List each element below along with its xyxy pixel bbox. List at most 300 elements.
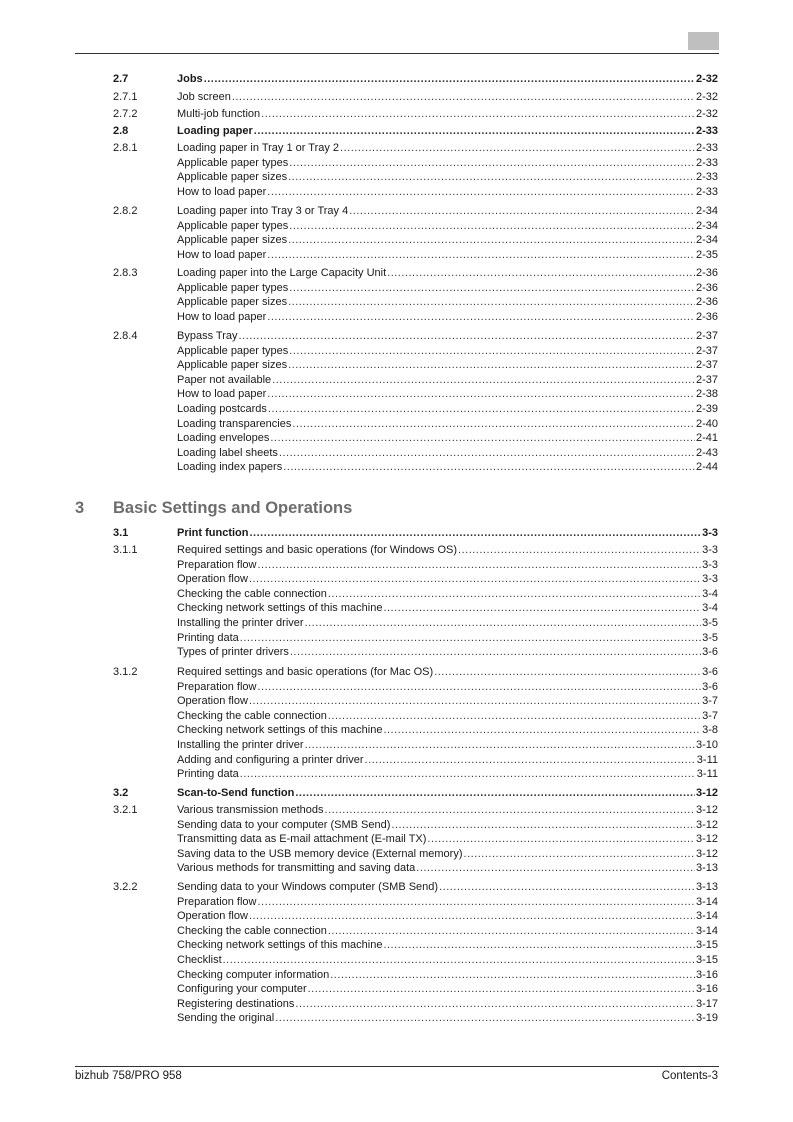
toc-entry[interactable]: [0, 753, 793, 768]
toc-entry[interactable]: [0, 266, 793, 281]
toc-entry-line: [177, 156, 718, 171]
toc-entry-title[interactable]: Operation flow: [177, 695, 248, 708]
toc-entry-title[interactable]: Printing data: [177, 768, 239, 781]
toc-entry-number: 3.1.1: [113, 544, 138, 556]
toc-group: [0, 329, 793, 475]
dot-leader: [270, 431, 695, 446]
dot-leader: [328, 587, 701, 602]
toc-entry[interactable]: [0, 373, 793, 388]
dot-leader: [325, 803, 695, 818]
toc-entry[interactable]: [0, 924, 793, 939]
toc-entry-line: [177, 723, 718, 738]
toc-entry-number: 2.8: [113, 125, 129, 137]
dot-leader: [258, 680, 702, 695]
toc-entry-line: [177, 982, 718, 997]
toc-entry-title[interactable]: Required settings and basic operations (for Mac OS): [177, 666, 434, 678]
dot-leader: [349, 204, 695, 219]
toc-entry-title[interactable]: Checklist: [177, 953, 222, 966]
toc-entry-page[interactable]: 2-37: [695, 359, 718, 372]
toc-entry-title[interactable]: Checking network settings of this machine: [177, 939, 383, 952]
toc-entry[interactable]: [0, 861, 793, 876]
toc-entry[interactable]: [0, 124, 793, 139]
toc-entry-title[interactable]: Loading paper into the Large Capacity Unit: [177, 267, 387, 279]
toc-entry-title[interactable]: Applicable paper sizes: [177, 171, 288, 184]
dot-leader: [289, 219, 695, 234]
toc-entry-line: [177, 219, 718, 234]
chapter-title: Basic Settings and Operations: [113, 499, 353, 517]
toc-entry-title[interactable]: Operation flow: [177, 910, 248, 923]
toc-entry-line: [177, 431, 718, 446]
dot-leader: [258, 558, 702, 573]
toc-entry-page[interactable]: 3-3: [702, 558, 718, 571]
toc-entry[interactable]: [0, 723, 793, 738]
toc-entry-page[interactable]: 3-7: [702, 695, 718, 708]
toc-group: [0, 124, 793, 139]
toc-entry-number: 3.1: [113, 527, 129, 539]
toc-entry-title[interactable]: Registering destinations: [177, 997, 295, 1010]
toc-entry-line: [177, 924, 718, 939]
toc-entry-page[interactable]: 3-12: [695, 818, 718, 831]
toc-entry[interactable]: [0, 204, 793, 219]
toc-entry[interactable]: [0, 803, 793, 818]
toc-entry-page[interactable]: 3-4: [702, 602, 718, 615]
toc-entry-line: [177, 997, 718, 1012]
toc-entry-page[interactable]: 2-36: [695, 267, 718, 279]
toc-entry-page[interactable]: 2-36: [695, 296, 718, 309]
toc-group: [0, 90, 793, 105]
toc-entry-line: [177, 90, 718, 105]
toc-entry-number: 2.7.1: [113, 91, 138, 103]
toc-entry-page[interactable]: 3-13: [695, 881, 718, 893]
dot-leader: [249, 909, 695, 924]
toc-entry-page[interactable]: 2-33: [695, 156, 718, 169]
dot-leader: [240, 767, 696, 782]
toc-entry-title[interactable]: Applicable paper types: [177, 219, 289, 232]
toc-entry[interactable]: [0, 645, 793, 660]
toc-entry-title[interactable]: Multi-job function: [177, 108, 261, 120]
toc-entry[interactable]: [0, 895, 793, 910]
toc-entry-title[interactable]: Printing data: [177, 631, 239, 644]
toc-entry[interactable]: [0, 156, 793, 171]
toc-entry[interactable]: [0, 968, 793, 983]
toc-entry-line: [177, 233, 718, 248]
toc-entry-title[interactable]: Job screen: [177, 91, 231, 103]
dot-leader: [328, 709, 701, 724]
toc-entry-title[interactable]: Adding and configuring a printer driver: [177, 753, 364, 766]
toc-entry-title[interactable]: Operation flow: [177, 573, 248, 586]
toc-entry-title[interactable]: Applicable paper sizes: [177, 359, 288, 372]
toc-entry-line: [177, 645, 718, 660]
toc-entry-line: [177, 665, 718, 680]
toc-entry-title[interactable]: Preparation flow: [177, 680, 257, 693]
toc-entry-line: [177, 460, 718, 475]
toc-entry-title[interactable]: Saving data to the USB memory device (External memory): [177, 847, 463, 860]
toc-entry-line: [177, 767, 718, 782]
toc-entry[interactable]: [0, 460, 793, 475]
toc-entry-page[interactable]: 3-6: [702, 680, 718, 693]
dot-leader: [279, 446, 695, 461]
toc-entry-page[interactable]: 3-14: [695, 924, 718, 937]
dot-leader: [288, 295, 695, 310]
toc-entry-page[interactable]: 2-33: [695, 142, 718, 154]
toc-entry-page[interactable]: 2-43: [695, 446, 718, 459]
toc-entry-page[interactable]: 2-33: [695, 185, 718, 198]
dot-leader: [458, 543, 701, 558]
toc-entry-page[interactable]: 3-6: [702, 666, 718, 678]
toc-entry[interactable]: [0, 909, 793, 924]
toc-entry-title[interactable]: Applicable paper types: [177, 156, 289, 169]
toc-entry-title[interactable]: Loading index papers: [177, 461, 283, 474]
toc-entry[interactable]: [0, 387, 793, 402]
dot-leader: [295, 997, 695, 1012]
toc-entry[interactable]: [0, 431, 793, 446]
toc-group: [0, 543, 793, 660]
toc-entry-page[interactable]: 3-15: [695, 939, 718, 952]
toc-entry-page[interactable]: 2-39: [695, 402, 718, 415]
toc-entry-page[interactable]: 3-12: [695, 804, 718, 816]
toc-entry-title[interactable]: Loading paper into Tray 3 or Tray 4: [177, 205, 349, 217]
toc-entry-page[interactable]: 2-34: [695, 219, 718, 232]
toc-entry[interactable]: [0, 295, 793, 310]
toc-entry-page[interactable]: 3-11: [696, 753, 718, 766]
toc-entry-line: [177, 803, 718, 818]
toc-entry-line: [177, 170, 718, 185]
toc-group: [0, 665, 793, 782]
dot-leader: [340, 141, 695, 156]
toc-entry[interactable]: [0, 558, 793, 573]
toc-entry-page[interactable]: 2-34: [695, 205, 718, 217]
dot-leader: [268, 402, 695, 417]
toc-entry-title[interactable]: Configuring your computer: [177, 983, 307, 996]
toc-group: [0, 141, 793, 199]
toc-entry-title[interactable]: How to load paper: [177, 388, 267, 401]
toc-entry-line: [177, 738, 718, 753]
toc-entry[interactable]: [0, 417, 793, 432]
toc-entry-page[interactable]: 2-44: [695, 461, 718, 474]
toc-entry-title[interactable]: Various transmission methods: [177, 804, 324, 816]
toc-entry[interactable]: [0, 767, 793, 782]
toc-entry-page[interactable]: 2-37: [695, 344, 718, 357]
toc-entry-page[interactable]: 2-34: [695, 234, 718, 247]
page-corner-tab: [688, 32, 719, 50]
toc-entry-title[interactable]: Loading paper: [177, 125, 253, 137]
toc-entry-title[interactable]: Checking computer information: [177, 968, 330, 981]
toc-entry-title[interactable]: Various methods for transmitting and saving data: [177, 862, 416, 875]
dot-leader: [275, 1011, 695, 1026]
toc-entry-page[interactable]: 2-41: [695, 432, 718, 445]
toc-entry[interactable]: [0, 358, 793, 373]
toc-entry-page[interactable]: 3-14: [695, 910, 718, 923]
toc-entry[interactable]: [0, 141, 793, 156]
toc-entry[interactable]: [0, 219, 793, 234]
chapter-number: 3: [75, 499, 85, 517]
toc-entry-number: 3.2.2: [113, 881, 138, 893]
toc-entry-line: [177, 938, 718, 953]
toc-entry[interactable]: [0, 938, 793, 953]
toc-entry-title[interactable]: Required settings and basic operations (for Windows OS): [177, 544, 458, 556]
toc-entry-line: [177, 141, 718, 156]
toc-entry-page[interactable]: 2-37: [695, 373, 718, 386]
toc-entry[interactable]: [0, 587, 793, 602]
toc-entry[interactable]: [0, 248, 793, 263]
toc-entry[interactable]: [0, 402, 793, 417]
dot-leader: [239, 329, 695, 344]
dot-leader: [249, 572, 701, 587]
toc-entry-page[interactable]: 3-3: [702, 573, 718, 586]
toc-entry[interactable]: [0, 953, 793, 968]
toc-entry-title[interactable]: How to load paper: [177, 248, 267, 261]
toc-entry-title[interactable]: Installing the printer driver: [177, 616, 304, 629]
toc-entry[interactable]: [0, 170, 793, 185]
toc-entry[interactable]: [0, 601, 793, 616]
toc-entry-line: [177, 373, 718, 388]
toc-entry[interactable]: [0, 233, 793, 248]
toc-entry-page[interactable]: 3-13: [695, 862, 718, 875]
toc-entry-line: [177, 107, 718, 122]
toc-entry-page[interactable]: 3-11: [696, 768, 718, 781]
toc-entry-page[interactable]: 3-5: [702, 616, 718, 629]
toc-entry-line: [177, 818, 718, 833]
toc-entry-line: [177, 1011, 718, 1026]
dot-leader: [272, 373, 695, 388]
toc-entry-title[interactable]: Jobs: [177, 73, 203, 85]
toc-entry-page[interactable]: 3-10: [695, 738, 718, 751]
toc-entry-page[interactable]: 2-32: [695, 108, 718, 120]
dot-leader: [434, 665, 701, 680]
toc-entry[interactable]: [0, 738, 793, 753]
toc-entry[interactable]: [0, 631, 793, 646]
toc-entry-line: [177, 402, 718, 417]
toc-entry-page[interactable]: 2-33: [695, 125, 718, 137]
toc-entry[interactable]: [0, 616, 793, 631]
dot-leader: [383, 601, 701, 616]
toc-entry-line: [177, 185, 718, 200]
toc-entry[interactable]: [0, 680, 793, 695]
toc-entry-page[interactable]: 3-16: [695, 968, 718, 981]
toc-entry[interactable]: [0, 90, 793, 105]
toc-entry-line: [177, 587, 718, 602]
toc-entry-title[interactable]: Sending the original: [177, 1012, 275, 1025]
toc-entry-title[interactable]: Applicable paper sizes: [177, 296, 288, 309]
toc-entry-title[interactable]: Loading postcards: [177, 402, 267, 415]
footer-rule: [75, 1066, 719, 1067]
toc-entry-line: [177, 295, 718, 310]
toc-entry[interactable]: [0, 880, 793, 895]
toc-entry[interactable]: [0, 446, 793, 461]
toc-entry-number: 3.2.1: [113, 804, 138, 816]
footer-product: bizhub 758/PRO 958: [75, 1070, 182, 1082]
toc-entry[interactable]: [0, 281, 793, 296]
dot-leader: [267, 310, 695, 325]
toc-entry-page[interactable]: 3-12: [695, 833, 718, 846]
toc-entry-title[interactable]: Checking the cable connection: [177, 709, 327, 722]
toc-entry-line: [177, 694, 718, 709]
dot-leader: [288, 233, 695, 248]
toc-entry-page[interactable]: 3-3: [702, 527, 718, 539]
toc-entry-page[interactable]: 3-14: [695, 895, 718, 908]
toc-entry-title[interactable]: Checking the cable connection: [177, 924, 327, 937]
toc-entry[interactable]: [0, 572, 793, 587]
toc-entry-number: 2.8.3: [113, 267, 138, 279]
dot-leader: [295, 786, 695, 801]
toc-entry[interactable]: [0, 997, 793, 1012]
toc-entry-number: 3.2: [113, 787, 129, 799]
toc-entry-line: [177, 880, 718, 895]
toc-entry-title[interactable]: Checking the cable connection: [177, 587, 327, 600]
toc-entry-line: [177, 601, 718, 616]
toc-group: [0, 107, 793, 122]
toc-entry-number: 2.7: [113, 73, 129, 85]
toc-entry-title[interactable]: Scan-to-Send function: [177, 787, 295, 799]
toc-entry-line: [177, 446, 718, 461]
toc-entry-title[interactable]: Types of printer drivers: [177, 646, 289, 659]
toc-entry-title[interactable]: Applicable paper sizes: [177, 234, 288, 247]
toc-entry-line: [177, 631, 718, 646]
toc-group: [0, 786, 793, 801]
dot-leader: [250, 526, 702, 541]
toc-entry-page[interactable]: 2-40: [695, 417, 718, 430]
toc-entry-line: [177, 344, 718, 359]
toc-entry[interactable]: [0, 185, 793, 200]
dot-leader: [288, 358, 695, 373]
toc-entry[interactable]: [0, 329, 793, 344]
toc-entry[interactable]: [0, 526, 793, 541]
toc-entry-line: [177, 786, 718, 801]
toc-entry-title[interactable]: Paper not available: [177, 373, 272, 386]
toc-entry[interactable]: [0, 694, 793, 709]
dot-leader: [330, 968, 695, 983]
toc-entry-line: [177, 895, 718, 910]
dot-leader: [391, 818, 695, 833]
toc-entry-title[interactable]: Preparation flow: [177, 895, 257, 908]
toc-entry-page[interactable]: 2-38: [695, 388, 718, 401]
toc-entry-title[interactable]: Loading label sheets: [177, 446, 278, 459]
toc-entry-page[interactable]: 3-5: [702, 631, 718, 644]
toc-entry-page[interactable]: 2-32: [695, 73, 718, 85]
dot-leader: [464, 847, 695, 862]
dot-leader: [289, 344, 695, 359]
toc-entry-title[interactable]: How to load paper: [177, 185, 267, 198]
toc-entry-page[interactable]: 3-3: [702, 544, 718, 556]
toc-entry-line: [177, 266, 718, 281]
toc-entry-number: 2.8.2: [113, 205, 138, 217]
dot-leader: [240, 631, 701, 646]
dot-leader: [267, 185, 695, 200]
toc-entry-title[interactable]: Preparation flow: [177, 558, 257, 571]
toc-entry-page[interactable]: 3-7: [702, 709, 718, 722]
dot-leader: [258, 895, 695, 910]
toc-entry-line: [177, 953, 718, 968]
toc-entry-line: [177, 709, 718, 724]
toc-entry-page[interactable]: 3-16: [695, 983, 718, 996]
dot-leader: [308, 982, 695, 997]
toc-entry[interactable]: [0, 72, 793, 87]
dot-leader: [427, 832, 695, 847]
toc-entry-page[interactable]: 2-36: [695, 281, 718, 294]
toc-entry-page[interactable]: 3-19: [695, 1012, 718, 1025]
header-rule: [75, 53, 719, 54]
toc-entry-number: 3.1.2: [113, 666, 138, 678]
toc-entry-line: [177, 572, 718, 587]
toc-entry-title[interactable]: Sending data to your computer (SMB Send): [177, 818, 391, 831]
toc-entry-line: [177, 281, 718, 296]
toc-entry-line: [177, 680, 718, 695]
toc-entry-title[interactable]: How to load paper: [177, 310, 267, 323]
dot-leader: [283, 460, 695, 475]
toc-entry[interactable]: [0, 832, 793, 847]
toc-entry-title[interactable]: Applicable paper types: [177, 344, 289, 357]
toc-entry[interactable]: [0, 344, 793, 359]
toc-entry-line: [177, 248, 718, 263]
dot-leader: [383, 723, 701, 738]
toc-entry-line: [177, 72, 718, 87]
toc-entry-title[interactable]: Installing the printer driver: [177, 738, 304, 751]
toc-entry[interactable]: [0, 818, 793, 833]
toc-entry[interactable]: [0, 1011, 793, 1026]
toc-entry-line: [177, 558, 718, 573]
dot-leader: [292, 417, 695, 432]
dot-leader: [305, 738, 695, 753]
toc-entry-page[interactable]: 2-35: [695, 248, 718, 261]
toc-entry-line: [177, 310, 718, 325]
dot-leader: [365, 753, 696, 768]
toc-entry-title[interactable]: Loading paper in Tray 1 or Tray 2: [177, 142, 340, 154]
toc-entry-line: [177, 204, 718, 219]
toc-entry[interactable]: [0, 982, 793, 997]
footer-page-number: Contents-3: [661, 1070, 718, 1082]
toc-entry-page[interactable]: 3-8: [702, 724, 718, 737]
toc-group: [0, 72, 793, 87]
toc-entry-page[interactable]: 2-36: [695, 310, 718, 323]
dot-leader: [232, 90, 695, 105]
toc-entry-title[interactable]: Loading transparencies: [177, 417, 292, 430]
toc-entry-title[interactable]: Transmitting data as E-mail attachment (E-mail TX): [177, 833, 427, 846]
toc-entry-page[interactable]: 3-12: [695, 787, 718, 799]
toc-entry-line: [177, 526, 718, 541]
toc-entry-page[interactable]: 2-32: [695, 91, 718, 103]
toc-entry-title[interactable]: Bypass Tray: [177, 330, 238, 342]
toc-entry-page[interactable]: 3-6: [702, 646, 718, 659]
toc-entry[interactable]: [0, 107, 793, 122]
toc-entry-title[interactable]: Print function: [177, 527, 249, 539]
toc-entry-page[interactable]: 3-15: [695, 953, 718, 966]
toc-entry[interactable]: [0, 543, 793, 558]
toc-entry-page[interactable]: 2-33: [695, 171, 718, 184]
dot-leader: [387, 266, 695, 281]
toc-entry-page[interactable]: 3-12: [695, 847, 718, 860]
toc-entry-title[interactable]: Applicable paper types: [177, 281, 289, 294]
toc-entry[interactable]: [0, 709, 793, 724]
toc-entry-page[interactable]: 3-17: [695, 997, 718, 1010]
toc-entry-line: [177, 358, 718, 373]
toc-entry-line: [177, 861, 718, 876]
toc-entry-page[interactable]: 2-37: [695, 330, 718, 342]
dot-leader: [289, 156, 695, 171]
toc-entry[interactable]: [0, 786, 793, 801]
toc-entry[interactable]: [0, 665, 793, 680]
toc-entry-page[interactable]: 3-4: [702, 587, 718, 600]
toc-entry[interactable]: [0, 847, 793, 862]
toc-entry-number: 2.8.4: [113, 330, 138, 342]
toc-entry-title[interactable]: Loading envelopes: [177, 432, 270, 445]
toc-entry-title[interactable]: Checking network settings of this machine: [177, 602, 383, 615]
toc-entry-line: [177, 329, 718, 344]
toc-entry-line: [177, 417, 718, 432]
toc-entry[interactable]: [0, 310, 793, 325]
dot-leader: [261, 107, 695, 122]
toc-entry-title[interactable]: Checking network settings of this machine: [177, 724, 383, 737]
toc-entry-title[interactable]: Sending data to your Windows computer (SMB Send): [177, 881, 439, 893]
